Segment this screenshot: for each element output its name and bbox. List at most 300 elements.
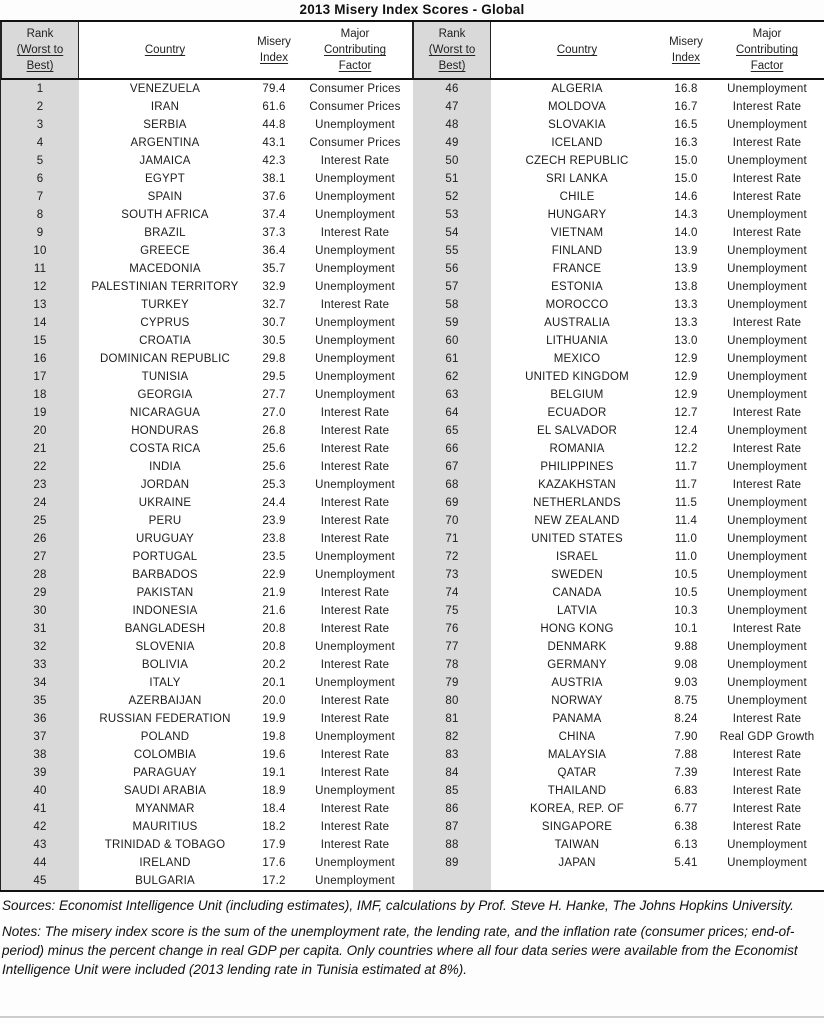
index-cell: 43.1 <box>262 137 286 149</box>
country-cell: LATVIA <box>557 605 597 617</box>
rank-cell: 37 <box>1 728 79 746</box>
country-cell: DOMINICAN REPUBLIC <box>99 353 231 365</box>
factor-cell: Interest Rate <box>732 101 802 113</box>
index-cell: 14.3 <box>674 209 698 221</box>
table-row <box>1 314 413 332</box>
index-cell: 13.9 <box>674 245 698 257</box>
rank-cell: 7 <box>1 188 79 206</box>
index-cell: 79.4 <box>262 83 286 95</box>
factor-cell: Interest Rate <box>320 605 390 617</box>
rank-cell: 74 <box>413 584 491 602</box>
country-cell: TAIWAN <box>554 839 600 851</box>
table-row <box>413 152 824 170</box>
country-cell: EGYPT <box>145 173 185 185</box>
country-cell: VIETNAM <box>550 227 604 239</box>
index-cell: 12.4 <box>674 425 698 437</box>
rank-cell: 39 <box>1 764 79 782</box>
factor-cell: Unemployment <box>727 461 807 473</box>
factor-cell: Interest Rate <box>320 695 390 707</box>
country-cell: SAUDI ARABIA <box>123 785 207 797</box>
table-row <box>413 386 824 404</box>
index-cell: 20.0 <box>262 695 286 707</box>
country-cell: NICARAGUA <box>129 407 201 419</box>
table-row <box>1 296 413 314</box>
factor-cell: Unemployment <box>727 281 807 293</box>
index-cell: 20.2 <box>262 659 286 671</box>
rank-cell: 32 <box>1 638 79 656</box>
table-row <box>1 512 413 530</box>
index-cell: 22.9 <box>262 569 286 581</box>
rank-cell: 25 <box>1 512 79 530</box>
table-row <box>1 602 413 620</box>
index-cell: 32.7 <box>262 299 286 311</box>
index-cell: 11.7 <box>674 461 698 473</box>
factor-cell: Unemployment <box>727 245 807 257</box>
rank-cell: 50 <box>413 152 491 170</box>
rank-cell: 15 <box>1 332 79 350</box>
factor-cell: Unemployment <box>727 155 807 167</box>
factor-cell: Interest Rate <box>732 443 802 455</box>
index-cell: 27.0 <box>262 407 286 419</box>
index-cell: 7.90 <box>674 731 698 743</box>
factor-cell: Interest Rate <box>320 443 390 455</box>
index-cell: 37.4 <box>262 209 286 221</box>
rank-cell: 80 <box>413 692 491 710</box>
index-cell: 29.8 <box>262 353 286 365</box>
table-row <box>413 728 824 746</box>
rank-cell: 5 <box>1 152 79 170</box>
country-cell: BANGLADESH <box>124 623 206 635</box>
rank-header-line: Best) <box>26 60 54 72</box>
factor-cell: Interest Rate <box>732 137 802 149</box>
index-cell: 20.8 <box>262 641 286 653</box>
rank-cell: 40 <box>1 782 79 800</box>
sources-text: Sources: Economist Intelligence Unit (including estimates), IMF, calculations by Prof. Steve H. Hanke, The Johns Hopkins University. <box>2 898 794 913</box>
rank-cell: 75 <box>413 602 491 620</box>
factor-cell: Unemployment <box>727 335 807 347</box>
factor-cell: Unemployment <box>727 587 807 599</box>
factor-cell: Interest Rate <box>732 479 802 491</box>
country-cell: ITALY <box>149 677 181 689</box>
factor-cell: Interest Rate <box>320 497 390 509</box>
country-cell: ALGERIA <box>551 83 603 95</box>
rank-cell: 38 <box>1 746 79 764</box>
table-row <box>1 386 413 404</box>
rank-cell: 61 <box>413 350 491 368</box>
page-title: 2013 Misery Index Scores - Global <box>299 2 525 17</box>
rank-cell: 48 <box>413 116 491 134</box>
country-cell: MAURITIUS <box>132 821 198 833</box>
table-row <box>413 476 824 494</box>
rank-cell: 79 <box>413 674 491 692</box>
country-cell: SLOVENIA <box>135 641 195 653</box>
table-row <box>1 674 413 692</box>
rank-cell: 56 <box>413 260 491 278</box>
table-row <box>413 188 824 206</box>
index-cell: 19.1 <box>262 767 286 779</box>
rank-cell: 11 <box>1 260 79 278</box>
factor-cell: Interest Rate <box>732 767 802 779</box>
factor-cell: Unemployment <box>727 299 807 311</box>
index-cell: 24.4 <box>262 497 286 509</box>
index-cell: 19.9 <box>262 713 286 725</box>
index-cell: 17.6 <box>262 857 286 869</box>
rank-cell: 35 <box>1 692 79 710</box>
country-cell: UKRAINE <box>138 497 192 509</box>
index-cell: 25.6 <box>262 461 286 473</box>
index-cell: 16.7 <box>674 101 698 113</box>
table-row <box>413 656 824 674</box>
country-cell: IRELAND <box>139 857 191 869</box>
factor-cell: Consumer Prices <box>309 83 401 95</box>
index-cell: 9.88 <box>674 641 698 653</box>
rank-cell: 88 <box>413 836 491 854</box>
country-cell: JAPAN <box>558 857 596 869</box>
table-header-row <box>413 22 824 80</box>
country-cell: COLOMBIA <box>133 749 197 761</box>
factor-header-line: Contributing <box>323 44 386 56</box>
bottom-rule <box>0 1016 824 1018</box>
index-cell: 12.9 <box>674 389 698 401</box>
country-cell: PERU <box>148 515 182 527</box>
index-cell: 15.0 <box>674 155 698 167</box>
rank-header-line: (Worst to <box>16 44 64 56</box>
index-cell: 13.0 <box>674 335 698 347</box>
index-cell: 6.77 <box>674 803 698 815</box>
rank-cell: 10 <box>1 242 79 260</box>
rank-cell: 31 <box>1 620 79 638</box>
rank-header-line: Rank <box>438 28 466 40</box>
country-cell: ARGENTINA <box>130 137 200 149</box>
factor-cell: Unemployment <box>727 263 807 275</box>
index-cell: 18.9 <box>262 785 286 797</box>
country-cell: TRINIDAD & TOBAGO <box>104 839 226 851</box>
rank-cell: 46 <box>413 80 491 98</box>
factor-cell: Interest Rate <box>320 821 390 833</box>
rank-cell: 71 <box>413 530 491 548</box>
table-row <box>413 260 824 278</box>
country-cell: BARBADOS <box>132 569 198 581</box>
factor-cell: Interest Rate <box>732 749 802 761</box>
rank-cell: 64 <box>413 404 491 422</box>
factor-cell: Unemployment <box>315 641 395 653</box>
factor-cell: Unemployment <box>727 371 807 383</box>
factor-cell: Interest Rate <box>320 659 390 671</box>
country-cell: GREECE <box>140 245 190 257</box>
table-row <box>413 170 824 188</box>
rank-cell: 12 <box>1 278 79 296</box>
misery-index-header-line: Index <box>671 52 701 64</box>
rank-cell: 53 <box>413 206 491 224</box>
index-cell: 30.5 <box>262 335 286 347</box>
factor-cell: Interest Rate <box>732 623 802 635</box>
rank-cell: 13 <box>1 296 79 314</box>
rank-cell: 83 <box>413 746 491 764</box>
country-cell: CHILE <box>559 191 595 203</box>
factor-cell: Unemployment <box>315 263 395 275</box>
rank-cell: 23 <box>1 476 79 494</box>
table-row <box>1 440 413 458</box>
rank-cell: 24 <box>1 494 79 512</box>
rank-cell: 26 <box>1 530 79 548</box>
table-row <box>413 584 824 602</box>
index-cell: 14.0 <box>674 227 698 239</box>
rank-cell: 58 <box>413 296 491 314</box>
table-row <box>413 638 824 656</box>
table-row <box>1 548 413 566</box>
country-cell: RUSSIAN FEDERATION <box>99 713 231 725</box>
factor-cell: Unemployment <box>727 605 807 617</box>
index-cell: 18.2 <box>262 821 286 833</box>
rank-cell: 62 <box>413 368 491 386</box>
rank-cell: 77 <box>413 638 491 656</box>
factor-cell: Interest Rate <box>320 749 390 761</box>
misery-index-header-line: Index <box>259 52 289 64</box>
country-cell: NORWAY <box>551 695 603 707</box>
rank-cell: 86 <box>413 800 491 818</box>
rank-cell: 16 <box>1 350 79 368</box>
country-cell: MYANMAR <box>135 803 195 815</box>
index-cell: 17.2 <box>262 875 286 887</box>
factor-cell: Interest Rate <box>732 821 802 833</box>
table-row <box>1 332 413 350</box>
misery-index-header <box>663 22 709 78</box>
table-row <box>413 602 824 620</box>
table-row <box>413 350 824 368</box>
factor-cell: Interest Rate <box>732 317 802 329</box>
country-cell: BOLIVIA <box>141 659 189 671</box>
index-cell: 25.3 <box>262 479 286 491</box>
factor-cell: Interest Rate <box>320 713 390 725</box>
index-cell: 23.8 <box>262 533 286 545</box>
index-cell: 23.9 <box>262 515 286 527</box>
rank-cell: 60 <box>413 332 491 350</box>
rank-cell: 69 <box>413 494 491 512</box>
country-header-line: Country <box>144 44 186 56</box>
factor-cell: Interest Rate <box>320 461 390 473</box>
factor-cell: Unemployment <box>315 353 395 365</box>
factor-cell: Unemployment <box>315 317 395 329</box>
index-cell: 6.83 <box>674 785 698 797</box>
country-cell: ROMANIA <box>549 443 605 455</box>
rank-cell: 52 <box>413 188 491 206</box>
index-cell: 16.8 <box>674 83 698 95</box>
table-row <box>1 494 413 512</box>
index-cell: 19.8 <box>262 731 286 743</box>
table-row <box>413 224 824 242</box>
country-cell: POLAND <box>140 731 190 743</box>
factor-header-line: Factor <box>750 60 784 72</box>
country-cell: SRI LANKA <box>546 173 608 185</box>
factor-cell: Consumer Prices <box>309 137 401 149</box>
index-cell: 44.8 <box>262 119 286 131</box>
rank-cell: 1 <box>1 80 79 98</box>
index-cell: 6.13 <box>674 839 698 851</box>
index-cell: 14.6 <box>674 191 698 203</box>
factor-cell: Interest Rate <box>320 623 390 635</box>
table-row <box>1 620 413 638</box>
factor-cell: Interest Rate <box>320 227 390 239</box>
factor-cell: Interest Rate <box>320 299 390 311</box>
rank-header-line: Best) <box>438 60 466 72</box>
factor-header <box>709 22 824 78</box>
country-cell: AUSTRIA <box>551 677 603 689</box>
country-cell: FINLAND <box>551 245 603 257</box>
rank-cell: 33 <box>1 656 79 674</box>
rank-cell: 66 <box>413 440 491 458</box>
table-row <box>413 368 824 386</box>
country-cell: KAZAKHSTAN <box>538 479 616 491</box>
index-cell: 11.0 <box>674 533 698 545</box>
country-cell: MOROCCO <box>545 299 609 311</box>
factor-cell: Unemployment <box>727 659 807 671</box>
empty-cell <box>413 872 491 890</box>
country-cell: GERMANY <box>547 659 607 671</box>
country-cell: URUGUAY <box>135 533 195 545</box>
factor-cell: Unemployment <box>315 335 395 347</box>
factor-cell: Unemployment <box>315 731 395 743</box>
country-header <box>79 22 251 78</box>
factor-cell: Interest Rate <box>732 785 802 797</box>
index-cell: 20.1 <box>262 677 286 689</box>
factor-cell: Unemployment <box>727 497 807 509</box>
factor-cell: Unemployment <box>315 371 395 383</box>
table-row <box>413 206 824 224</box>
table-row <box>1 116 413 134</box>
table-row <box>413 242 824 260</box>
factor-cell: Unemployment <box>315 677 395 689</box>
table-row <box>413 296 824 314</box>
index-cell: 26.8 <box>262 425 286 437</box>
country-cell: HONG KONG <box>540 623 614 635</box>
table-row <box>413 782 824 800</box>
index-cell: 19.6 <box>262 749 286 761</box>
rank-cell: 54 <box>413 224 491 242</box>
table-row <box>1 746 413 764</box>
factor-cell: Interest Rate <box>320 425 390 437</box>
factor-cell: Unemployment <box>727 677 807 689</box>
country-cell: PARAGUAY <box>133 767 197 779</box>
index-cell: 10.1 <box>674 623 698 635</box>
country-cell: PAKISTAN <box>136 587 194 599</box>
table-header-row <box>1 22 413 80</box>
country-cell: BULGARIA <box>135 875 195 887</box>
table-row <box>1 638 413 656</box>
index-cell: 10.5 <box>674 569 698 581</box>
country-cell: THAILAND <box>547 785 607 797</box>
rank-cell: 65 <box>413 422 491 440</box>
table-row <box>1 188 413 206</box>
rank-cell: 63 <box>413 386 491 404</box>
index-cell: 20.8 <box>262 623 286 635</box>
rank-cell: 42 <box>1 818 79 836</box>
rank-header-line: (Worst to <box>428 44 476 56</box>
factor-cell: Interest Rate <box>732 227 802 239</box>
rank-cell: 27 <box>1 548 79 566</box>
country-cell: LITHUANIA <box>546 335 608 347</box>
index-cell: 7.88 <box>674 749 698 761</box>
index-cell: 5.41 <box>674 857 698 869</box>
table-row <box>1 404 413 422</box>
notes-text: Notes: The misery index score is the sum of the unemployment rate, the lending rate, and the inflation rate (consumer prices; end-of-period) minus the percent change in real GDP per capita. Only countries where all four data series were available from the Economist Intelligence Unit were included (2013 lending rate in Tunisia estimated at 8%). <box>2 924 798 977</box>
index-cell: 37.6 <box>262 191 286 203</box>
country-cell: GEORGIA <box>137 389 193 401</box>
rank-header-line: Rank <box>26 28 54 40</box>
rank-cell: 36 <box>1 710 79 728</box>
country-cell: UNITED STATES <box>531 533 623 545</box>
country-cell: PALESTINIAN TERRITORY <box>91 281 239 293</box>
factor-cell: Interest Rate <box>732 173 802 185</box>
table-row <box>413 422 824 440</box>
factor-cell: Interest Rate <box>320 803 390 815</box>
index-cell: 11.0 <box>674 551 698 563</box>
table-row <box>1 854 413 872</box>
country-cell: SPAIN <box>147 191 183 203</box>
index-cell: 13.9 <box>674 263 698 275</box>
rank-cell: 19 <box>1 404 79 422</box>
rank-cell: 87 <box>413 818 491 836</box>
country-cell: SOUTH AFRICA <box>121 209 209 221</box>
rank-cell: 28 <box>1 566 79 584</box>
table-row <box>413 134 824 152</box>
index-cell: 35.7 <box>262 263 286 275</box>
country-cell: MACEDONIA <box>129 263 201 275</box>
table-row <box>413 440 824 458</box>
factor-cell: Unemployment <box>727 533 807 545</box>
country-cell: ISRAEL <box>555 551 599 563</box>
index-cell: 9.08 <box>674 659 698 671</box>
index-cell: 12.2 <box>674 443 698 455</box>
factor-cell: Unemployment <box>315 389 395 401</box>
table-row <box>413 404 824 422</box>
country-cell: HONDURAS <box>131 425 199 437</box>
table-row <box>413 98 824 116</box>
rank-cell: 45 <box>1 872 79 890</box>
rank-cell: 44 <box>1 854 79 872</box>
table-row <box>1 80 413 98</box>
rank-cell: 6 <box>1 170 79 188</box>
factor-cell: Interest Rate <box>320 533 390 545</box>
rank-cell: 84 <box>413 764 491 782</box>
rank-cell: 67 <box>413 458 491 476</box>
table-right-half <box>413 22 824 890</box>
country-header-line: Country <box>556 44 598 56</box>
index-cell: 29.5 <box>262 371 286 383</box>
rank-header <box>1 22 79 78</box>
factor-cell: Unemployment <box>315 173 395 185</box>
country-cell: CROATIA <box>139 335 191 347</box>
index-cell: 13.8 <box>674 281 698 293</box>
factor-cell: Unemployment <box>727 515 807 527</box>
country-cell: TURKEY <box>141 299 189 311</box>
factor-header-line: Contributing <box>735 44 798 56</box>
index-cell: 21.6 <box>262 605 286 617</box>
table-row <box>413 710 824 728</box>
country-cell: IRAN <box>150 101 180 113</box>
index-cell: 32.9 <box>262 281 286 293</box>
table-row <box>413 692 824 710</box>
country-cell: INDIA <box>149 461 181 473</box>
index-cell: 15.0 <box>674 173 698 185</box>
factor-cell: Unemployment <box>315 785 395 797</box>
table-row <box>1 206 413 224</box>
country-cell: MALAYSIA <box>547 749 607 761</box>
country-cell: FRANCE <box>552 263 602 275</box>
table-row <box>1 242 413 260</box>
rank-cell: 81 <box>413 710 491 728</box>
country-cell: BRAZIL <box>144 227 186 239</box>
table-row <box>1 368 413 386</box>
